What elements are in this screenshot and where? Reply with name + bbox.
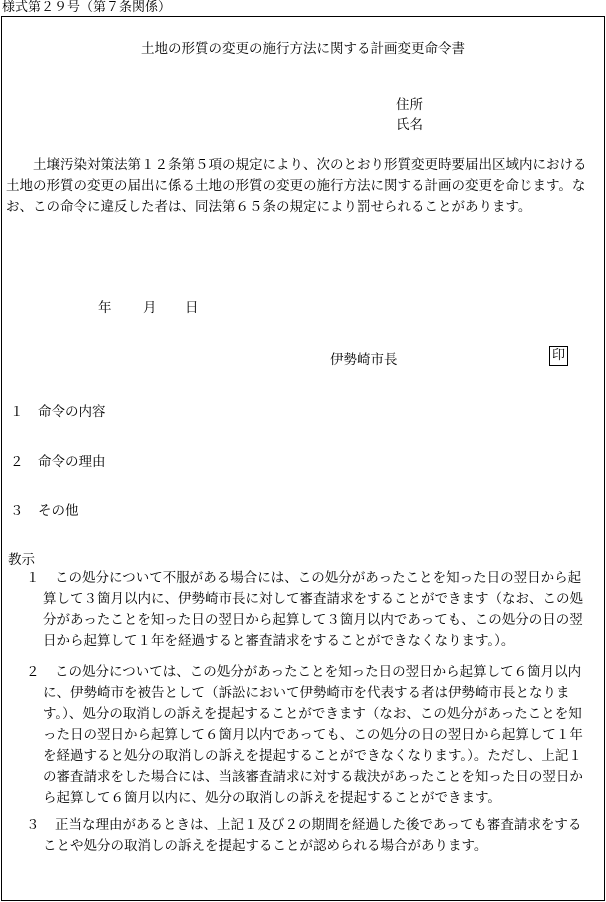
- instruction-number: １: [26, 570, 40, 586]
- instruction-text: この処分については、この処分があったことを知った日の翌日から起算して６箇月以内に、伊勢崎市を被告として（訴訟において伊勢崎市を代表する者は伊勢崎市長となります。）、処分の取消しの訴えを提起することができます（なお、この処分があったことを知った日の翌日から起算して６箇月以内であっても、この処分の日の翌日から起算して１年を経過すると処分の取消しの訴えを提起することができなくなります。）。ただし、上記１の審査請求をした場合には、当該審査請求に対する裁決があったことを知った日の翌日から起算して６箇月以内に、処分の取消しの訴えを提起することができます。: [43, 664, 583, 806]
- date-year: 年: [98, 300, 112, 316]
- seal-box: 印: [549, 346, 568, 366]
- date-day: 日: [185, 300, 199, 316]
- issuer-name: 伊勢崎市長: [330, 352, 398, 368]
- item-other: [10, 499, 79, 519]
- item-label: 命令の理由: [38, 454, 106, 470]
- instruction-number: ２: [26, 664, 40, 680]
- document-title: 土地の形質の変更の施行方法に関する計画変更命令書: [141, 41, 465, 57]
- item-label: その他: [38, 503, 79, 519]
- item-label: 命令の内容: [38, 404, 106, 420]
- instruction-2: [26, 662, 586, 809]
- instruction-1: [26, 568, 586, 652]
- instruction-text: 正当な理由があるときは、上記１及び２の期間を経過した後であっても審査請求をすることや処分の取消しの訴えを提起することが認められる場合があります。: [43, 817, 582, 854]
- instruction-text: この処分について不服がある場合には、この処分があったことを知った日の翌日から起算して３箇月以内に、伊勢崎市長に対して審査請求をすることができます（なお、この処分があったことを知った日の翌日から起算して３箇月以内であっても、この処分の日の翌日から起算して１年を経過すると審査請求をすることができなくなります。）。: [43, 570, 583, 649]
- address-label: 住所: [396, 97, 423, 113]
- item-number: １: [10, 404, 24, 420]
- item-order-reason: [10, 450, 106, 470]
- instruction-number: ３: [26, 817, 40, 833]
- instruction-heading: 教示: [8, 552, 35, 568]
- order-paragraph: 土壌汚染対策法第１２条第５項の規定により、次のとおり形質変更時要届出区域内における土地の形質の変更の届出に係る土地の形質の変更の施行方法に関する計画の変更を命じます。なお、この命令に違反した者は、同法第６５条の規定により罰せられることがあります。: [6, 157, 587, 215]
- form-number-label: 様式第２９号（第７条関係）: [2, 0, 172, 15]
- instruction-3: [26, 815, 586, 857]
- name-label: 氏名: [396, 117, 423, 133]
- date-month: 月: [143, 300, 157, 316]
- item-number: ２: [10, 454, 24, 470]
- item-number: ３: [10, 503, 24, 519]
- item-order-content: [10, 400, 106, 420]
